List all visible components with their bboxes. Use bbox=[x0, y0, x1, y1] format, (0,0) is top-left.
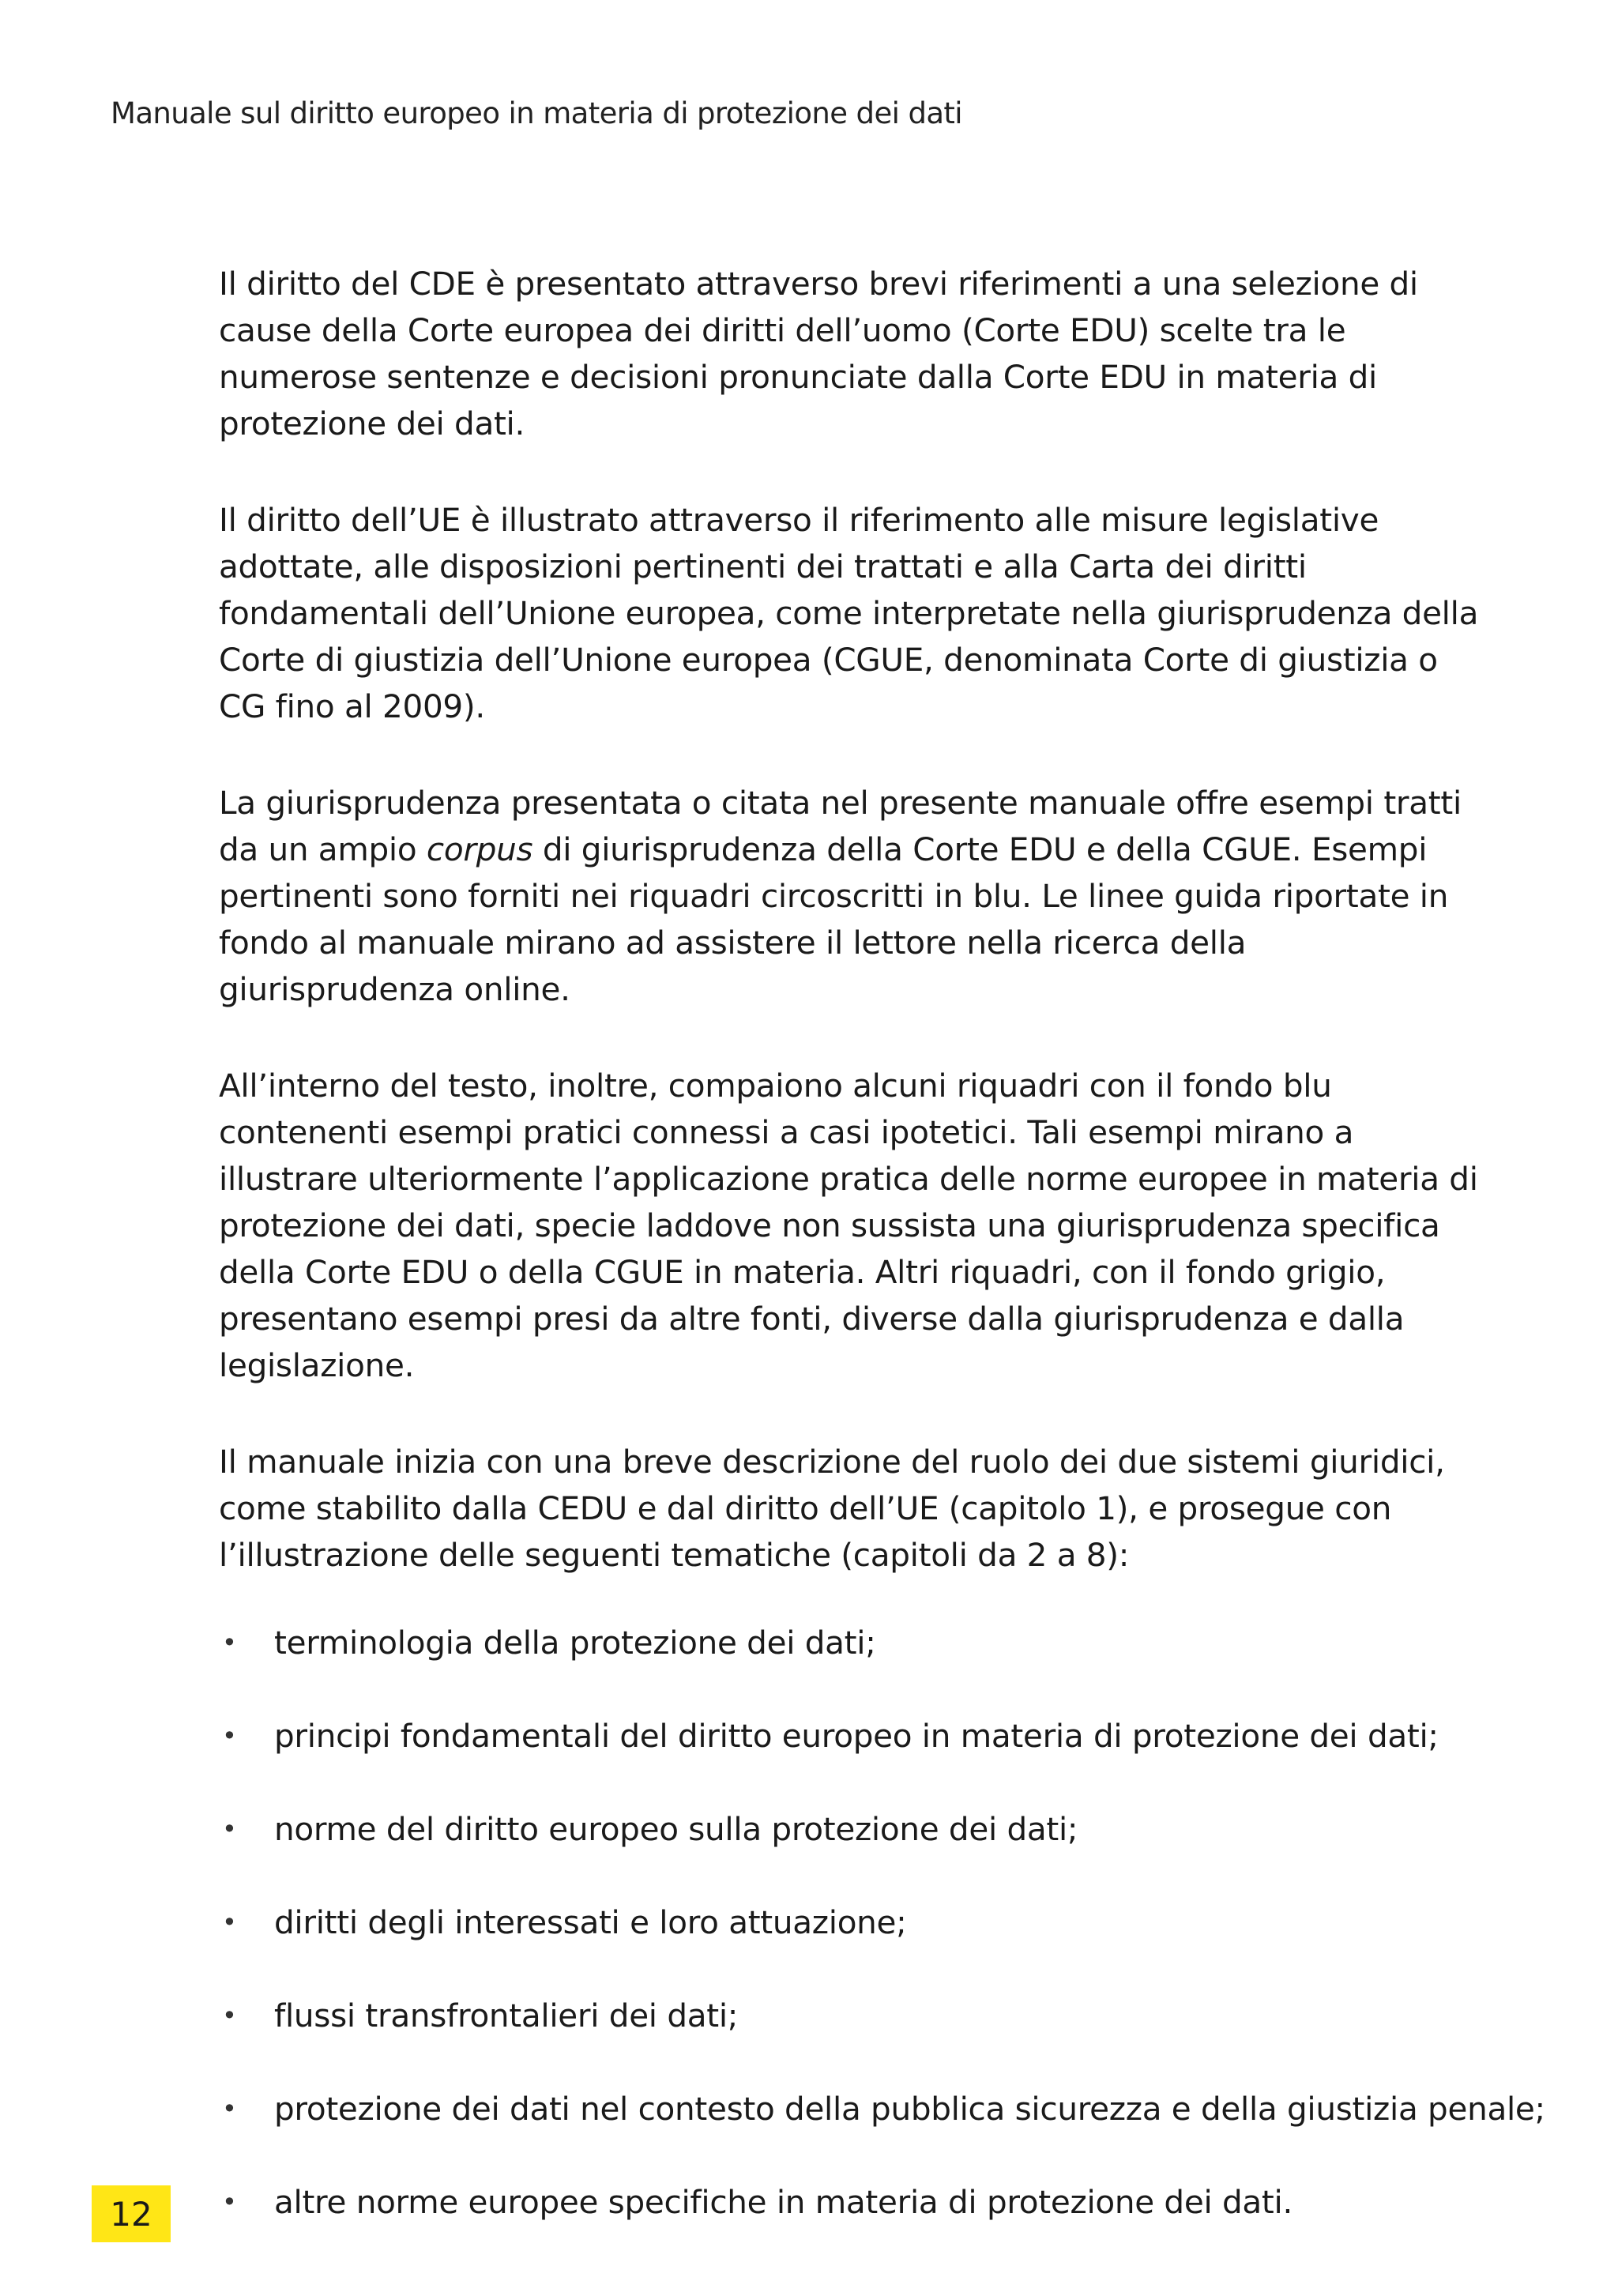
paragraph-case-law-part1: La giurisprudenza presentata o citata nel presente manuale offre esempi tratti da un ampio bbox=[219, 784, 1462, 868]
bullet-icon: • bbox=[222, 1721, 237, 1751]
list-item-text: flussi transfrontalieri dei dati; bbox=[274, 1997, 739, 2034]
paragraph-case-law-italic: corpus bbox=[426, 830, 533, 868]
paragraph-manual-structure: Il manuale inizia con una breve descrizione del ruolo dei due sistemi giuridici, come stabilito dalla CEDU e dal diritto dell’UE (capitolo 1), e prosegue con l’illustrazione delle seguenti tematiche (capitoli da 2 a 8): bbox=[219, 1443, 1445, 1574]
paragraph-case-law bbox=[219, 780, 1491, 1013]
body-text bbox=[219, 261, 1545, 2272]
list-item-text: terminologia della protezione dei dati; bbox=[274, 1624, 876, 1662]
page-number-badge bbox=[92, 2185, 171, 2242]
list-item-text: principi fondamentali del diritto europeo in materia di protezione dei dati; bbox=[274, 1717, 1439, 1755]
paragraph-example-boxes: All’interno del testo, inoltre, compaiono alcuni riquadri con il fondo blu contenenti esempi pratici connessi a casi ipotetici. Tali esempi mirano a illustrare ulteriormente l’applicazione pratica delle norme europee in materia di protezione dei dati, specie laddove non sussista una giurisprudenza specifica della Corte EDU o della CGUE in materia. Altri riquadri, con il fondo grigio, presentano esempi presi da altre fonti, diverse dalla giurisprudenza e dalla legislazione. bbox=[219, 1067, 1478, 1384]
page-number: 12 bbox=[110, 2194, 152, 2234]
list-item bbox=[219, 2179, 1491, 2226]
topic-list bbox=[219, 1620, 1545, 2226]
bullet-icon: • bbox=[222, 1907, 237, 1937]
list-item-text: diritti degli interessati e loro attuazione; bbox=[274, 1903, 907, 1941]
running-header: Manuale sul diritto europeo in materia di protezione dei dati bbox=[111, 96, 962, 130]
list-item bbox=[219, 1713, 1491, 1760]
bullet-icon: • bbox=[222, 2187, 237, 2217]
list-item bbox=[219, 2086, 1545, 2132]
paragraph-eu-law: Il diritto dell’UE è illustrato attraverso il riferimento alle misure legislative adottate, alle disposizioni pertinenti dei trattati e alla Carta dei diritti fondamentali dell’Unione europea, come interpretate nella giurisprudenza della Corte di giustizia dell’Unione europea (CGUE, denominata Corte di giustizia o CG fino al 2009). bbox=[219, 501, 1479, 725]
list-item bbox=[219, 1993, 1491, 2039]
bullet-icon: • bbox=[222, 1628, 237, 1658]
list-item-text: norme del diritto europeo sulla protezione dei dati; bbox=[274, 1810, 1078, 1848]
bullet-icon: • bbox=[222, 1814, 237, 1844]
list-item bbox=[219, 1806, 1491, 1853]
list-item bbox=[219, 1899, 1491, 1946]
bullet-icon: • bbox=[222, 2094, 237, 2124]
list-item bbox=[219, 1620, 1491, 1666]
paragraph-cde-law: Il diritto del CDE è presentato attraverso brevi riferimenti a una selezione di cause della Corte europea dei diritti dell’uomo (Corte EDU) scelte tra le numerose sentenze e decisioni pronunciate dalla Corte EDU in materia di protezione dei dati. bbox=[219, 265, 1418, 442]
list-item-text: altre norme europee specifiche in materia di protezione dei dati. bbox=[274, 2183, 1293, 2221]
bullet-icon: • bbox=[222, 2001, 237, 2031]
paragraph-case-law-part2: di giurisprudenza della Corte EDU e della CGUE. Esempi pertinenti sono forniti nei riquadri circoscritti in blu. Le linee guida riportate in fondo al manuale mirano ad assistere il lettore nella ricerca della giurisprudenza online. bbox=[219, 830, 1449, 1008]
list-item-text: protezione dei dati nel contesto della pubblica sicurezza e della giustizia penale; bbox=[274, 2090, 1545, 2128]
